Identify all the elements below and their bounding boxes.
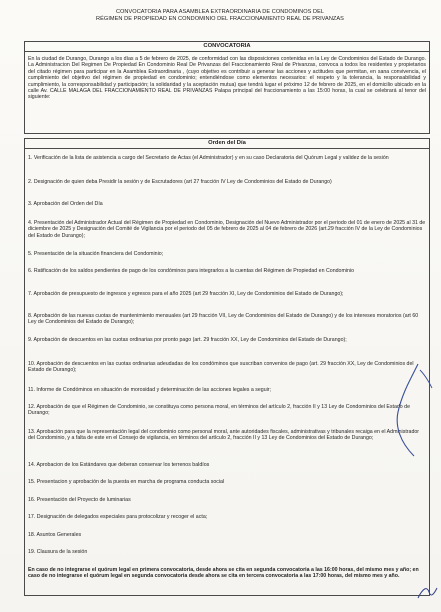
agenda-item: 3. Aprobación del Orden del Día bbox=[28, 201, 103, 207]
agenda-item: 12. Aprobación de que el Régimen de Condominio, se constituya como persona moral, en términos del artículo 2, fracción II y 13 Ley de Condominios del Estado de Durango; bbox=[28, 404, 411, 417]
agenda-item: 10. Aprobación de descuentos en las cuotas ordinarias adeudadas de los condóminos que suscriban convenios de pago (art. 29 fracción XX, Ley de Condominios del Estado de Durango); bbox=[28, 361, 414, 374]
agenda-item: 14. Aprobacion de los Estándares que deberan conservar los terrenos baldíos bbox=[28, 462, 210, 468]
agenda-item: 1. Verificación de la lista de asistencia a cargo del Secretario de Actas (el Administrador) y en su caso Declaratoria del Quórum Legal y validez de la sesión bbox=[28, 155, 389, 161]
document-header bbox=[60, 9, 380, 23]
agenda-item: 5. Presentación de la situación financiera del Condominio; bbox=[28, 251, 164, 257]
agenda-item: 7. Aprobación de presupuesto de ingresos y egresos para el año 2025 (art 29 fracción XI, Ley de Condominios del Estado de Durango); bbox=[28, 291, 344, 297]
agenda-item: 11. Informe de Condóminos en situación de morosidad y determinación de las acciones legales a seguir; bbox=[28, 387, 271, 393]
agenda-item: 13. Aprobación para que la representación legal del condominio como personal moral, ante autoridades fiscales, administrativas y tribunales recaiga en el Administrador del Condominio, y a falta de este en el Consejo de vigilancia, en términos del artículo 2, fracción II y 13 Ley de Condominios del Estado de Durango; bbox=[28, 429, 420, 442]
agenda-item: 9. Aprobación de descuentos en las cuotas ordinarias por pronto pago (art. 29 fracción XX, Ley de Condominios del Estado de Durango); bbox=[28, 337, 347, 343]
agenda-item: 4. Presentación del Administrador Actual del Régimen de Propiedad en Condominio, Designación del Nuevo Administrador por el periodo del 01 de enero de 2025 al 31 de diciembre de 2025 y Designación del Comité de Vigilancia por el periodo del 05 de febrero de 2025 al 04 de febrero de 2026 (art.29 fracción IV de la Ley de Condominios del Estado de Durango); bbox=[28, 220, 426, 239]
header-line-2: RÉGIMEN DE PROPIEDAD EN CONDOMINIO DEL FRACCIONAMIENTO REAL DE PRIVANZAS bbox=[96, 16, 344, 22]
agenda-item: 18. Asuntos Generales bbox=[28, 532, 82, 538]
convocatoria-box bbox=[24, 41, 430, 134]
header-line-1: CONVOCATORIA PARA ASAMBLEA EXTRAORDINARIA DE CONDOMINOS DEL bbox=[115, 9, 325, 15]
closing-note: En caso de no integrarse el quórum legal en primera convocatoria, desde ahora se cita en segunda convocatoria a las 16:00 horas, del mismo mes y año; en caso de no integrarse el quórum legal en segunda convocatoria desde ahora se cita en tercera convocatoria a las 17:00 horas, del mismo mes y año. bbox=[28, 567, 419, 580]
agenda-item: 2. Designación de quien deba Presidir la sesión y de Escrutadores (art 27 fracción IV Ley de Condominios del Estado de Durango) bbox=[28, 179, 332, 185]
agenda-item: 16. Presentación del Proyecto de luminarias bbox=[28, 497, 131, 503]
orden-del-dia-title: Orden del Día bbox=[25, 139, 429, 149]
convocatoria-text: En la ciudad de Durango, Durango a los días a 5 de febrero de 2025, de conformidad con las disposiciones contenidas en la Ley de Condominios del Estado de Durango. La Administracion Del Regimen De Propiedad En Condominio Real De Privanzas del Fraccionamiento Real de Privanzas, convoca a todos los residentes y propietarios del citado régimen para participar en la Asamblea Extraordinaria , (cuyo objetivo es contribuir a generar las acciones y actitudes que permitan, en sana convivencia, el cumplimiento del objetivo del régimen de propiedad en condominio; entendiéndose como elementos necesarios: el respeto y la tolerancia, la responsabilidad y cumplimiento, la corresponsabilidad y participación; la solidaridad y la aceptación mutua) que tendrá lugar el próximo 12 de febrero de 2025, en el domicilio ubicado en la calle Av. CALLE MALAGA DEL FRACCIONAMIENTO REAL DE PRIVANZAS Palapa principal del fraccionamiento a las 15:00 horas, la cual se celebrará al tenor del siguiente: bbox=[28, 56, 426, 101]
convocatoria-title: CONVOCATORIA bbox=[25, 42, 429, 52]
agenda-item: 8. Aprobación de las nuevas cuotas de mantenimiento mensuales (art 29 fracción VII, Ley de Condominios del Estado de Durango) y de los intereses moratorios (art 60 Ley de Condominios del Estado de Durango); bbox=[28, 313, 419, 326]
agenda-item: 17. Designación de delegados especiales para protocolizar y recoger el acta; bbox=[28, 514, 208, 520]
agenda-item: 19. Clausura de la sesión bbox=[28, 549, 88, 555]
agenda-item: 15. Presentacion y aprobación de la puesta en marcha de programa conducta social bbox=[28, 479, 225, 485]
orden-del-dia-box bbox=[24, 138, 430, 596]
agenda-item: 6. Ratificación de los saldos pendientes de pago de los condóminos para integrarlos a la cuentas del Régimen de Propiedad en Condominio bbox=[28, 268, 354, 274]
